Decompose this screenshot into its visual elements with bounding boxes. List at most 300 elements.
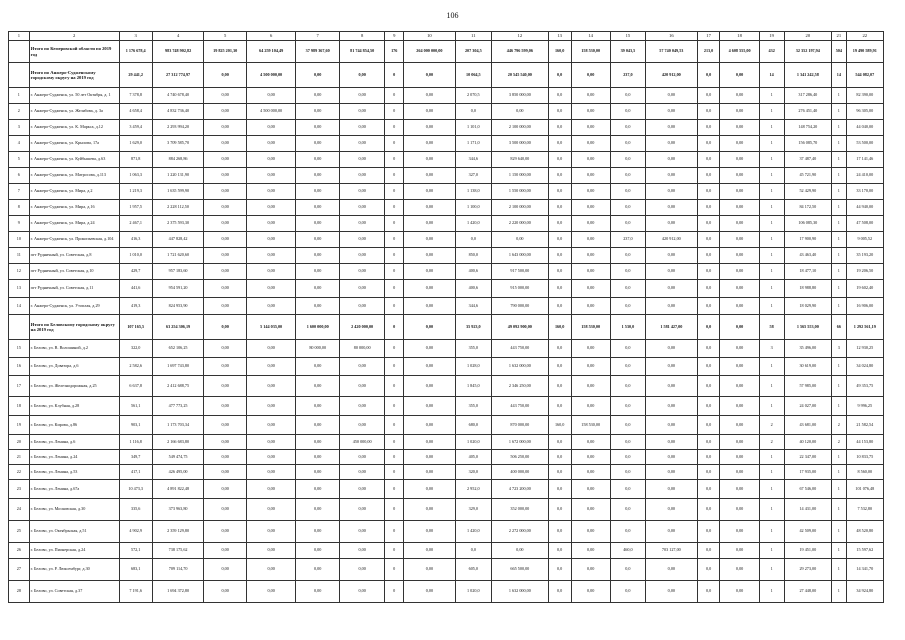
address-cell: г. Анжеро-Судженск, ул. Утоплая, д.29 bbox=[29, 298, 119, 315]
value-cell: 1 bbox=[832, 397, 846, 416]
value-cell: 2 228 112,50 bbox=[152, 200, 204, 216]
value-cell: 0,0 bbox=[697, 499, 720, 521]
address-cell: г. Анжеро-Судженск, ул. Куйбышева, д.63 bbox=[29, 152, 119, 168]
value-cell: 49 092 900,00 bbox=[491, 315, 548, 340]
value-cell: 1 bbox=[832, 376, 846, 397]
value-cell: 0,00 bbox=[339, 581, 385, 603]
value-cell: 3 500 000,00 bbox=[491, 136, 548, 152]
value-cell: 2 bbox=[832, 435, 846, 450]
value-cell: 0,0 bbox=[548, 581, 571, 603]
value-cell: 0 bbox=[385, 435, 404, 450]
value-cell: 45 721,90 bbox=[784, 168, 832, 184]
value-cell: 983 748 902,82 bbox=[152, 41, 204, 63]
value-cell: 0,0 bbox=[697, 136, 720, 152]
value-cell: 0,0 bbox=[455, 232, 491, 248]
value-cell: 1 bbox=[759, 465, 784, 480]
value-cell: 0,00 bbox=[720, 559, 759, 581]
value-cell: 0 bbox=[385, 543, 404, 559]
value-cell: 0,00 bbox=[571, 450, 610, 465]
value-cell: 0,0 bbox=[548, 397, 571, 416]
column-number: 16 bbox=[645, 32, 697, 41]
table-row bbox=[9, 376, 884, 397]
value-cell: 0,00 bbox=[246, 168, 296, 184]
value-cell: 0,0 bbox=[610, 340, 645, 358]
value-cell: 0,00 bbox=[404, 136, 456, 152]
value-cell: 0 bbox=[385, 248, 404, 264]
value-cell: 0,00 bbox=[296, 581, 339, 603]
value-cell: 0,00 bbox=[720, 450, 759, 465]
value-cell: 0,00 bbox=[204, 264, 246, 280]
value-cell: 148 754,20 bbox=[784, 120, 832, 136]
value-cell: 0,00 bbox=[246, 581, 296, 603]
value-cell: 0,0 bbox=[697, 543, 720, 559]
value-cell: 35 923,0 bbox=[455, 315, 491, 340]
value-cell: 0,00 bbox=[720, 358, 759, 376]
value-cell: 1 bbox=[759, 248, 784, 264]
address-cell: г. Анжеро-Судженск, ул. Мира, д.24 bbox=[29, 216, 119, 232]
table-row bbox=[9, 397, 884, 416]
value-cell: 1 bbox=[759, 450, 784, 465]
value-cell: 0,00 bbox=[645, 340, 697, 358]
value-cell: 0,0 bbox=[610, 184, 645, 200]
address-cell: г. Белово, ул. Клубная, д.28 bbox=[29, 397, 119, 416]
value-cell: 1 bbox=[832, 581, 846, 603]
value-cell: 0,00 bbox=[296, 168, 339, 184]
value-cell: 1 550 000,00 bbox=[491, 184, 548, 200]
value-cell: 0,00 bbox=[720, 152, 759, 168]
address-cell: г. Анжеро-Судженск, ул. Мира, д.16 bbox=[29, 200, 119, 216]
value-cell: 0,00 bbox=[339, 521, 385, 543]
value-cell: 0,00 bbox=[720, 315, 759, 340]
value-cell: 0,00 bbox=[246, 216, 296, 232]
value-cell: 903,1 bbox=[119, 416, 152, 435]
value-cell: 0,0 bbox=[610, 416, 645, 435]
column-number: 11 bbox=[455, 32, 491, 41]
value-cell: 156 085,70 bbox=[784, 136, 832, 152]
value-cell: 0,0 bbox=[548, 88, 571, 104]
value-cell: 0,00 bbox=[296, 63, 339, 88]
row-number-cell: 15 bbox=[9, 340, 30, 358]
column-number: 19 bbox=[759, 32, 784, 41]
value-cell: 0,00 bbox=[246, 264, 296, 280]
value-cell: 0,0 bbox=[610, 168, 645, 184]
value-cell: 329,0 bbox=[455, 499, 491, 521]
value-cell: 0 bbox=[385, 315, 404, 340]
column-number: 14 bbox=[571, 32, 610, 41]
value-cell: 7 532,80 bbox=[846, 499, 883, 521]
value-cell: 0,00 bbox=[204, 88, 246, 104]
value-cell: 915 000,00 bbox=[491, 280, 548, 298]
value-cell: 1 bbox=[832, 136, 846, 152]
value-cell: 1 bbox=[759, 264, 784, 280]
value-cell: 1 bbox=[759, 480, 784, 499]
value-cell: 19 602,40 bbox=[846, 280, 883, 298]
value-cell: 504 bbox=[832, 41, 846, 63]
value-cell: 1 bbox=[759, 521, 784, 543]
value-cell: 0 bbox=[385, 450, 404, 465]
value-cell: 1 bbox=[832, 184, 846, 200]
value-cell: 0 bbox=[385, 521, 404, 543]
value-cell: 0,00 bbox=[720, 416, 759, 435]
value-cell: 0,00 bbox=[246, 340, 296, 358]
value-cell: 665 500,00 bbox=[491, 559, 548, 581]
value-cell: 0,0 bbox=[610, 480, 645, 499]
value-cell: 549 474,75 bbox=[152, 450, 204, 465]
value-cell: 35 193,20 bbox=[846, 248, 883, 264]
value-cell: 207 304,5 bbox=[455, 41, 491, 63]
value-cell: 0,00 bbox=[720, 88, 759, 104]
address-cell: г. Белово, ул. Ленина, д.67а bbox=[29, 480, 119, 499]
value-cell: 2 582,6 bbox=[119, 358, 152, 376]
value-cell: 0,00 bbox=[404, 435, 456, 450]
value-cell: 37 487,40 bbox=[784, 152, 832, 168]
value-cell: 9 005,52 bbox=[846, 232, 883, 248]
value-cell: 0,00 bbox=[296, 184, 339, 200]
value-cell: 0,00 bbox=[246, 200, 296, 216]
value-cell: 1 bbox=[759, 232, 784, 248]
value-cell: 7 378,8 bbox=[119, 88, 152, 104]
value-cell: 884 268,86 bbox=[152, 152, 204, 168]
address-cell: г. Анжеро-Судженск, ул. Желябова, д. 3а bbox=[29, 104, 119, 120]
value-cell: 0,00 bbox=[246, 280, 296, 298]
row-number-cell: 18 bbox=[9, 397, 30, 416]
value-cell: 0 bbox=[385, 416, 404, 435]
table-row bbox=[9, 340, 884, 358]
value-cell: 0,00 bbox=[339, 200, 385, 216]
address-cell: г. Белово, ул. Доватора, д.6 bbox=[29, 358, 119, 376]
value-cell: 0 bbox=[385, 298, 404, 315]
value-cell: 0,00 bbox=[404, 465, 456, 480]
value-cell: 0,00 bbox=[720, 280, 759, 298]
value-cell: 1 bbox=[759, 152, 784, 168]
value-cell: 652 106,25 bbox=[152, 340, 204, 358]
address-cell: г. Белово, ул. Р. Люксембург, д.30 bbox=[29, 559, 119, 581]
column-number: 22 bbox=[846, 32, 883, 41]
value-cell: 2 293 994,20 bbox=[152, 120, 204, 136]
value-cell: 0,00 bbox=[246, 465, 296, 480]
value-cell: 1 bbox=[832, 450, 846, 465]
value-cell: 0,00 bbox=[246, 232, 296, 248]
value-cell: 1 bbox=[832, 232, 846, 248]
value-cell: 1 530,0 bbox=[610, 315, 645, 340]
table-row bbox=[9, 521, 884, 543]
value-cell: 0,00 bbox=[404, 232, 456, 248]
value-cell: 0 bbox=[385, 232, 404, 248]
value-cell: 6 637,8 bbox=[119, 376, 152, 397]
table-row bbox=[9, 248, 884, 264]
value-cell: 1 bbox=[759, 120, 784, 136]
value-cell: 344,6 bbox=[455, 298, 491, 315]
value-cell: 0,00 bbox=[296, 559, 339, 581]
value-cell: 264 000 000,00 bbox=[404, 41, 456, 63]
value-cell: 1 bbox=[759, 581, 784, 603]
value-cell: 158 530,00 bbox=[571, 41, 610, 63]
address-cell: г. Белово, ул. Пионерская, д.24 bbox=[29, 543, 119, 559]
value-cell: 82 390,00 bbox=[846, 88, 883, 104]
value-cell: 0,00 bbox=[720, 340, 759, 358]
value-cell: 0,00 bbox=[204, 298, 246, 315]
value-cell: 3 bbox=[832, 340, 846, 358]
column-number: 21 bbox=[832, 32, 846, 41]
value-cell: 0,0 bbox=[697, 63, 720, 88]
address-cell: г. Белово, ул. В. Волошиной, д.2 bbox=[29, 340, 119, 358]
value-cell: 0,00 bbox=[645, 435, 697, 450]
value-cell: 1 bbox=[832, 216, 846, 232]
value-cell: 0,00 bbox=[720, 216, 759, 232]
value-cell: 0,0 bbox=[697, 358, 720, 376]
value-cell: 107 165,5 bbox=[119, 315, 152, 340]
value-cell: 1 bbox=[759, 559, 784, 581]
value-cell: 0,00 bbox=[296, 248, 339, 264]
row-number-cell: 17 bbox=[9, 376, 30, 397]
value-cell: 0,00 bbox=[404, 397, 456, 416]
value-cell: 0 bbox=[385, 559, 404, 581]
value-cell: 0,00 bbox=[404, 521, 456, 543]
value-cell: 0,00 bbox=[404, 480, 456, 499]
value-cell: 0,0 bbox=[548, 559, 571, 581]
value-cell: 0,0 bbox=[697, 88, 720, 104]
value-cell: 0,00 bbox=[571, 248, 610, 264]
value-cell: 0,00 bbox=[571, 63, 610, 88]
value-cell: 4 658,4 bbox=[119, 104, 152, 120]
value-cell: 1 bbox=[759, 376, 784, 397]
value-cell: 0,0 bbox=[548, 200, 571, 216]
value-cell: 2 100 000,00 bbox=[491, 120, 548, 136]
value-cell: 0,00 bbox=[204, 480, 246, 499]
value-cell: 158 530,00 bbox=[571, 416, 610, 435]
value-cell: 0,00 bbox=[571, 581, 610, 603]
value-cell: 738 175,62 bbox=[152, 543, 204, 559]
value-cell: 0,00 bbox=[204, 184, 246, 200]
value-cell: 0,00 bbox=[720, 521, 759, 543]
value-cell: 954 591,20 bbox=[152, 280, 204, 298]
value-cell: 1 bbox=[832, 168, 846, 184]
value-cell: 417,1 bbox=[119, 465, 152, 480]
value-cell: 1 721 620,60 bbox=[152, 248, 204, 264]
value-cell: 0,0 bbox=[610, 280, 645, 298]
value-cell: 0,00 bbox=[339, 450, 385, 465]
value-cell: 0,0 bbox=[697, 120, 720, 136]
value-cell: 0,00 bbox=[404, 340, 456, 358]
value-cell: 0,0 bbox=[548, 184, 571, 200]
table-row bbox=[9, 88, 884, 104]
value-cell: 0,00 bbox=[645, 559, 697, 581]
value-cell: 0,00 bbox=[571, 465, 610, 480]
value-cell: 0,00 bbox=[720, 264, 759, 280]
value-cell: 1 bbox=[759, 358, 784, 376]
value-cell: 0,00 bbox=[571, 280, 610, 298]
value-cell: 0,0 bbox=[610, 465, 645, 480]
value-cell: 1 bbox=[759, 216, 784, 232]
value-cell: 5 144 035,00 bbox=[246, 315, 296, 340]
value-cell: 0,00 bbox=[204, 521, 246, 543]
value-cell: 0,00 bbox=[204, 450, 246, 465]
value-cell: 0,00 bbox=[296, 435, 339, 450]
value-cell: 0,0 bbox=[610, 358, 645, 376]
table-row bbox=[9, 280, 884, 298]
value-cell: 0,00 bbox=[571, 435, 610, 450]
value-cell: 19 206,50 bbox=[846, 264, 883, 280]
value-cell: 0,0 bbox=[610, 435, 645, 450]
value-cell: 20 545 540,00 bbox=[491, 63, 548, 88]
row-number-cell: 13 bbox=[9, 280, 30, 298]
value-cell: 0,00 bbox=[404, 264, 456, 280]
row-number-cell: 23 bbox=[9, 480, 30, 499]
value-cell: 0 bbox=[385, 152, 404, 168]
value-cell: 276 451,40 bbox=[784, 104, 832, 120]
value-cell: 0 bbox=[385, 120, 404, 136]
value-cell: 0,00 bbox=[246, 358, 296, 376]
table-row bbox=[9, 559, 884, 581]
address-cell: Итого по Анжеро-Судженскому городскому округу на 2019 год bbox=[29, 63, 119, 88]
value-cell: 17 935,00 bbox=[784, 465, 832, 480]
column-number: 20 bbox=[784, 32, 832, 41]
value-cell: 0,00 bbox=[404, 168, 456, 184]
value-cell: 0,00 bbox=[246, 376, 296, 397]
value-cell: 1 565 553,00 bbox=[784, 315, 832, 340]
value-cell: 0,00 bbox=[204, 136, 246, 152]
column-number: 2 bbox=[29, 32, 119, 41]
value-cell: 1 bbox=[759, 184, 784, 200]
value-cell: 0,0 bbox=[697, 264, 720, 280]
value-cell: 0,00 bbox=[246, 248, 296, 264]
row-number-cell: 3 bbox=[9, 120, 30, 136]
value-cell: 0,00 bbox=[296, 521, 339, 543]
value-cell: 0,00 bbox=[296, 264, 339, 280]
table-row bbox=[9, 298, 884, 315]
value-cell: 39 043,5 bbox=[610, 41, 645, 63]
value-cell: 1 bbox=[832, 543, 846, 559]
value-cell: 429,7 bbox=[119, 264, 152, 280]
address-cell: г. Анжеро-Судженск, ул. Мира, д.2 bbox=[29, 184, 119, 200]
value-cell: 0,0 bbox=[548, 280, 571, 298]
value-cell: 0 bbox=[385, 358, 404, 376]
value-cell: 0,0 bbox=[610, 120, 645, 136]
value-cell: 1 bbox=[759, 136, 784, 152]
value-cell: 14 431,00 bbox=[784, 499, 832, 521]
value-cell: 18 988,80 bbox=[784, 280, 832, 298]
value-cell: 0,00 bbox=[645, 280, 697, 298]
value-cell: 0,00 bbox=[571, 216, 610, 232]
value-cell: 0,00 bbox=[720, 168, 759, 184]
row-number-cell: 28 bbox=[9, 581, 30, 603]
value-cell: 349,7 bbox=[119, 450, 152, 465]
table-row bbox=[9, 435, 884, 450]
row-number-cell: 16 bbox=[9, 358, 30, 376]
column-number: 6 bbox=[246, 32, 296, 41]
value-cell: 320,0 bbox=[455, 465, 491, 480]
value-cell: 2 346 250,00 bbox=[491, 376, 548, 397]
table-row bbox=[9, 104, 884, 120]
value-cell: 0,00 bbox=[404, 216, 456, 232]
value-cell: 1 bbox=[759, 88, 784, 104]
value-cell: 0,00 bbox=[204, 120, 246, 136]
value-cell: 18 029,90 bbox=[784, 298, 832, 315]
column-number: 7 bbox=[296, 32, 339, 41]
value-cell: 0,00 bbox=[339, 397, 385, 416]
value-cell: 477 773,25 bbox=[152, 397, 204, 416]
value-cell: 1 bbox=[759, 104, 784, 120]
value-cell: 0 bbox=[385, 376, 404, 397]
value-cell: 0,0 bbox=[697, 340, 720, 358]
value-cell: 0,00 bbox=[339, 376, 385, 397]
value-cell: 0,00 bbox=[571, 264, 610, 280]
value-cell: 0,00 bbox=[339, 216, 385, 232]
value-cell: 0,00 bbox=[339, 184, 385, 200]
row-number-cell: 19 bbox=[9, 416, 30, 435]
value-cell: 0,00 bbox=[339, 416, 385, 435]
value-cell: 1 672 000,00 bbox=[491, 435, 548, 450]
value-cell: 0,00 bbox=[720, 499, 759, 521]
column-number: 5 bbox=[204, 32, 246, 41]
value-cell: 0,00 bbox=[720, 248, 759, 264]
value-cell: 4 500 000,00 bbox=[246, 63, 296, 88]
value-cell: 1 632 000,00 bbox=[491, 358, 548, 376]
value-cell: 0,00 bbox=[296, 298, 339, 315]
value-cell: 0,00 bbox=[645, 120, 697, 136]
value-cell: 0,0 bbox=[697, 435, 720, 450]
value-cell: 80 000,00 bbox=[339, 340, 385, 358]
value-cell: 0,00 bbox=[296, 358, 339, 376]
address-cell: пгт Рудничный, ул. Советская, д.10 bbox=[29, 264, 119, 280]
value-cell: 0,00 bbox=[339, 152, 385, 168]
value-cell: 4 608 555,00 bbox=[720, 41, 759, 63]
value-cell: 0,0 bbox=[610, 499, 645, 521]
value-cell: 1 bbox=[832, 248, 846, 264]
column-number: 10 bbox=[404, 32, 456, 41]
value-cell: 44 940,00 bbox=[846, 200, 883, 216]
address-cell: г. Белово, ул. Железнодорожная, д.25 bbox=[29, 376, 119, 397]
value-cell: 18 477,10 bbox=[784, 264, 832, 280]
value-cell: 0,00 bbox=[339, 104, 385, 120]
value-cell: 0,00 bbox=[720, 184, 759, 200]
page-number: 106 bbox=[446, 11, 459, 20]
summary-row bbox=[9, 315, 884, 340]
column-number: 1 bbox=[9, 32, 30, 41]
value-cell: 605,0 bbox=[455, 559, 491, 581]
value-cell: 0,00 bbox=[571, 559, 610, 581]
value-cell: 0,00 bbox=[720, 376, 759, 397]
value-cell: 48 520,80 bbox=[846, 521, 883, 543]
value-cell: 0,0 bbox=[548, 543, 571, 559]
address-cell: Итого по Беловскому городскому округу на 2019 год bbox=[29, 315, 119, 340]
value-cell: 0,0 bbox=[610, 559, 645, 581]
value-cell: 0,00 bbox=[339, 248, 385, 264]
value-cell: 703 127,00 bbox=[645, 543, 697, 559]
value-cell: 0,00 bbox=[645, 248, 697, 264]
value-cell: 67 546,00 bbox=[784, 480, 832, 499]
value-cell: 0,00 bbox=[296, 232, 339, 248]
value-cell: 2 bbox=[759, 416, 784, 435]
value-cell: 1 581 427,00 bbox=[645, 315, 697, 340]
value-cell: 0,00 bbox=[571, 340, 610, 358]
value-cell: 43 463,40 bbox=[784, 248, 832, 264]
value-cell: 0,00 bbox=[571, 232, 610, 248]
value-cell: 19 451,00 bbox=[784, 543, 832, 559]
value-cell: 1 101,0 bbox=[455, 120, 491, 136]
value-cell: 44 040,00 bbox=[846, 120, 883, 136]
row-number-cell: 21 bbox=[9, 450, 30, 465]
summary-row bbox=[9, 41, 884, 63]
value-cell: 0,00 bbox=[246, 120, 296, 136]
row-number-cell: 22 bbox=[9, 465, 30, 480]
value-cell: 0,00 bbox=[404, 376, 456, 397]
value-cell: 4 723 200,00 bbox=[491, 480, 548, 499]
value-cell: 0,00 bbox=[296, 152, 339, 168]
value-cell: 64 259 104,49 bbox=[246, 41, 296, 63]
value-cell: 0,0 bbox=[610, 450, 645, 465]
value-cell: 400 000,00 bbox=[491, 465, 548, 480]
